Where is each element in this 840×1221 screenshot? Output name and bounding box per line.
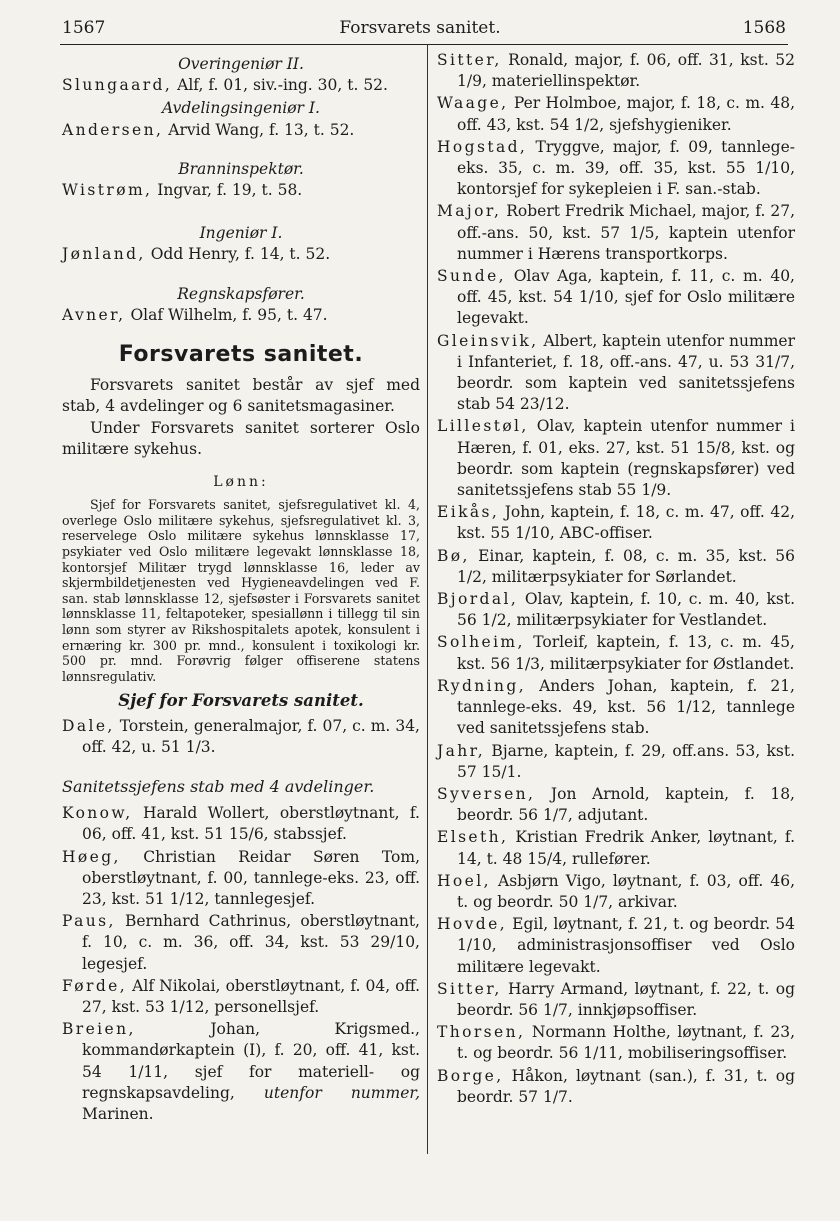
paragraph: Forsvarets sanitet består av sjef med stab, 4 avdelinger og 6 sanitetsmagasiner.	[62, 376, 420, 416]
list-item: Breien, Johan, Krigsmed., kommandørkaptein (I), f. 20, off. 41, kst. 54 1/11, sjef for materiell- og regnskapsavdeling, utenfor nummer, Marinen.	[62, 1020, 420, 1124]
salary-heading: Lønn:	[213, 474, 269, 491]
list-item: Sitter, Harry Armand, løytnant, f. 22, t. og beordr. 56 1/7, innkjøpsoffiser.	[437, 979, 795, 1019]
list-item: Lillestøl, Olav, kaptein utenfor nummer i Hæren, f. 01, eks. 27, kst. 51 15/8, kst. og beordr. som kaptein (regnskapsfører) ved sanitetssjefens stab 55 1/9.	[437, 417, 795, 500]
section-title: Forsvarets sanitet.	[118, 342, 364, 368]
list-item: Syversen, Jon Arnold, kaptein, f. 18, beordr. 56 1/7, adjutant.	[437, 784, 795, 825]
list-item: Hovde, Egil, løytnant, f. 21, t. og beordr. 54 1/10, administrasjonsoffiser ved Oslo militære legevakt.	[437, 915, 795, 976]
list-item: Bjordal, Olav, kaptein, f. 10, c. m. 40, kst. 56 1/2, militærpsykiater for Vestlandet.	[437, 590, 795, 630]
list-item: Gleinsvik, Albert, kaptein utenfor nummer i Infanteriet, f. 18, off.-ans. 47, u. 53 31/7, beordr. som kaptein ved sanitetssjefens stab 54 23/12.	[437, 331, 795, 414]
list-item: Sunde, Olav Aga, kaptein, f. 11, c. m. 40, off. 45, kst. 54 1/10, sjef for Oslo militære legevakt.	[437, 267, 795, 328]
list-item: Sitter, Ronald, major, f. 06, off. 31, kst. 52 1/9, materiellinspektør.	[437, 51, 795, 91]
list-item: Wistrøm, Ingvar, f. 19, t. 58.	[62, 181, 303, 200]
list-item: Slungaard, Alf, f. 01, siv.-ing. 30, t. 52.	[62, 76, 388, 95]
list-item: Thorsen, Normann Holthe, løytnant, f. 23, t. og beordr. 56 1/11, mobiliseringsoffiser.	[437, 1023, 795, 1063]
list-item: Førde, Alf Nikolai, oberstløytnant, f. 04, off. 27, kst. 53 1/12, personellsjef.	[62, 976, 420, 1017]
list-item: Hogstad, Tryggve, major, f. 09, tannlege-eks. 35, c. m. 39, off. 35, kst. 55 1/10, kontorsjef for sykepleien i F. san.-stab.	[437, 137, 795, 199]
subheading: Sanitetssjefens stab med 4 avdelinger.	[62, 776, 375, 796]
list-item: Andersen, Arvid Wang, f. 13, t. 52.	[62, 120, 355, 139]
list-item: Major, Robert Fredrik Michael, major, f. 27, off.-ans. 50, kst. 57 1/5, kaptein utenfor nummer i Hærens transportkorps.	[437, 202, 795, 263]
list-item: Dale, Torstein, generalmajor, f. 07, c. m. 34, off. 42, u. 51 1/3.	[62, 716, 420, 756]
list-item: Rydning, Anders Johan, kaptein, f. 21, tannlege-eks. 49, kst. 56 1/12, tannlege ved sanitetssjefens stab.	[437, 676, 795, 738]
left-column	[62, 50, 420, 1126]
subheading: Branninspektør.	[178, 159, 304, 178]
list-item: Elseth, Kristian Fredrik Anker, løytnant, f. 14, t. 48 15/4, rullefører.	[437, 828, 795, 868]
list-item: Waage, Per Holmboe, major, f. 18, c. m. 48, off. 43, kst. 54 1/2, sjefshygieniker.	[437, 94, 795, 134]
subheading: Regnskapsfører.	[177, 284, 305, 303]
list-item: Eikås, John, kaptein, f. 18, c. m. 47, off. 42, kst. 55 1/10, ABC-offiser.	[437, 503, 795, 543]
list-item: Hoel, Asbjørn Vigo, løytnant, f. 03, off. 46, t. og beordr. 50 1/7, arkivar.	[437, 871, 795, 911]
list-item: Jønland, Odd Henry, f. 14, t. 52.	[62, 245, 331, 264]
list-item: Paus, Bernhard Cathrinus, oberstløytnant, f. 10, c. m. 36, off. 34, kst. 53 29/10, legesjef.	[62, 912, 420, 973]
list-item: Konow, Harald Wollert, oberstløytnant, f. 06, off. 41, kst. 51 15/6, stabssjef.	[62, 804, 420, 844]
page-header	[0, 0, 840, 44]
list-item: Jahr, Bjarne, kaptein, f. 29, off.ans. 53, kst. 57 15/1.	[437, 741, 795, 781]
list-item: Avner, Olaf Wilhelm, f. 95, t. 47.	[62, 305, 328, 324]
right-column	[437, 50, 795, 1109]
paragraph: Under Forsvarets sanitet sorterer Oslo militære sykehus.	[62, 418, 420, 458]
list-item: Høeg, Christian Reidar Søren Tom, oberstløytnant, f. 00, tannlege-eks. 23, off. 23, kst. 51 1/12, tannlegesjef.	[62, 847, 420, 908]
subheading: Ingeniør I.	[199, 224, 283, 243]
list-item: Bø, Einar, kaptein, f. 08, c. m. 35, kst. 56 1/2, militærpsykiater for Sørlandet.	[437, 546, 795, 586]
running-title: Forsvarets sanitet.	[339, 18, 501, 38]
subheading: Overingeniør II.	[178, 55, 304, 73]
header-rule	[60, 44, 788, 45]
list-item: Borge, Håkon, løytnant (san.), f. 31, t. og beordr. 57 1/7.	[437, 1066, 795, 1106]
list-item: Solheim, Torleif, kaptein, f. 13, c. m. 45, kst. 56 1/3, militærpsykiater for Østlandet.	[437, 633, 795, 673]
subheading: Sjef for Forsvarets sanitet.	[118, 691, 364, 711]
column-divider	[427, 44, 428, 1154]
subheading: Avdelingsingeniør I.	[162, 99, 320, 118]
page-number-left: 1567	[62, 18, 106, 38]
salary-text: Sjef for Forsvarets sanitet, sjefsregulativet kl. 4, overlege Oslo militære sykehus, sjefsregulativet kl. 3, reservelege Oslo militære sykehus lønnsklasse 17, psykiater ved Oslo militære legevakt lønnsklasse 18, kontorsjef Militær trygd lønnsklasse 16, leder av skjermbildetjenesten ved Hygieneavdelingen ved F. san. stab lønnsklasse 12, sjefsøster i Forsvarets sanitet lønnsklasse 11, feltapoteker, spesiallønn i tillegg til sin lønn som styrer av Rikshospitalets apotek, konsulent i ernæring kr. 300 pr. mnd., konsulent i toxikologi kr. 500 pr. mnd. Forøvrig følger offiserene statens lønnsregulativ.	[62, 497, 420, 684]
page-number-right: 1568	[742, 18, 786, 38]
